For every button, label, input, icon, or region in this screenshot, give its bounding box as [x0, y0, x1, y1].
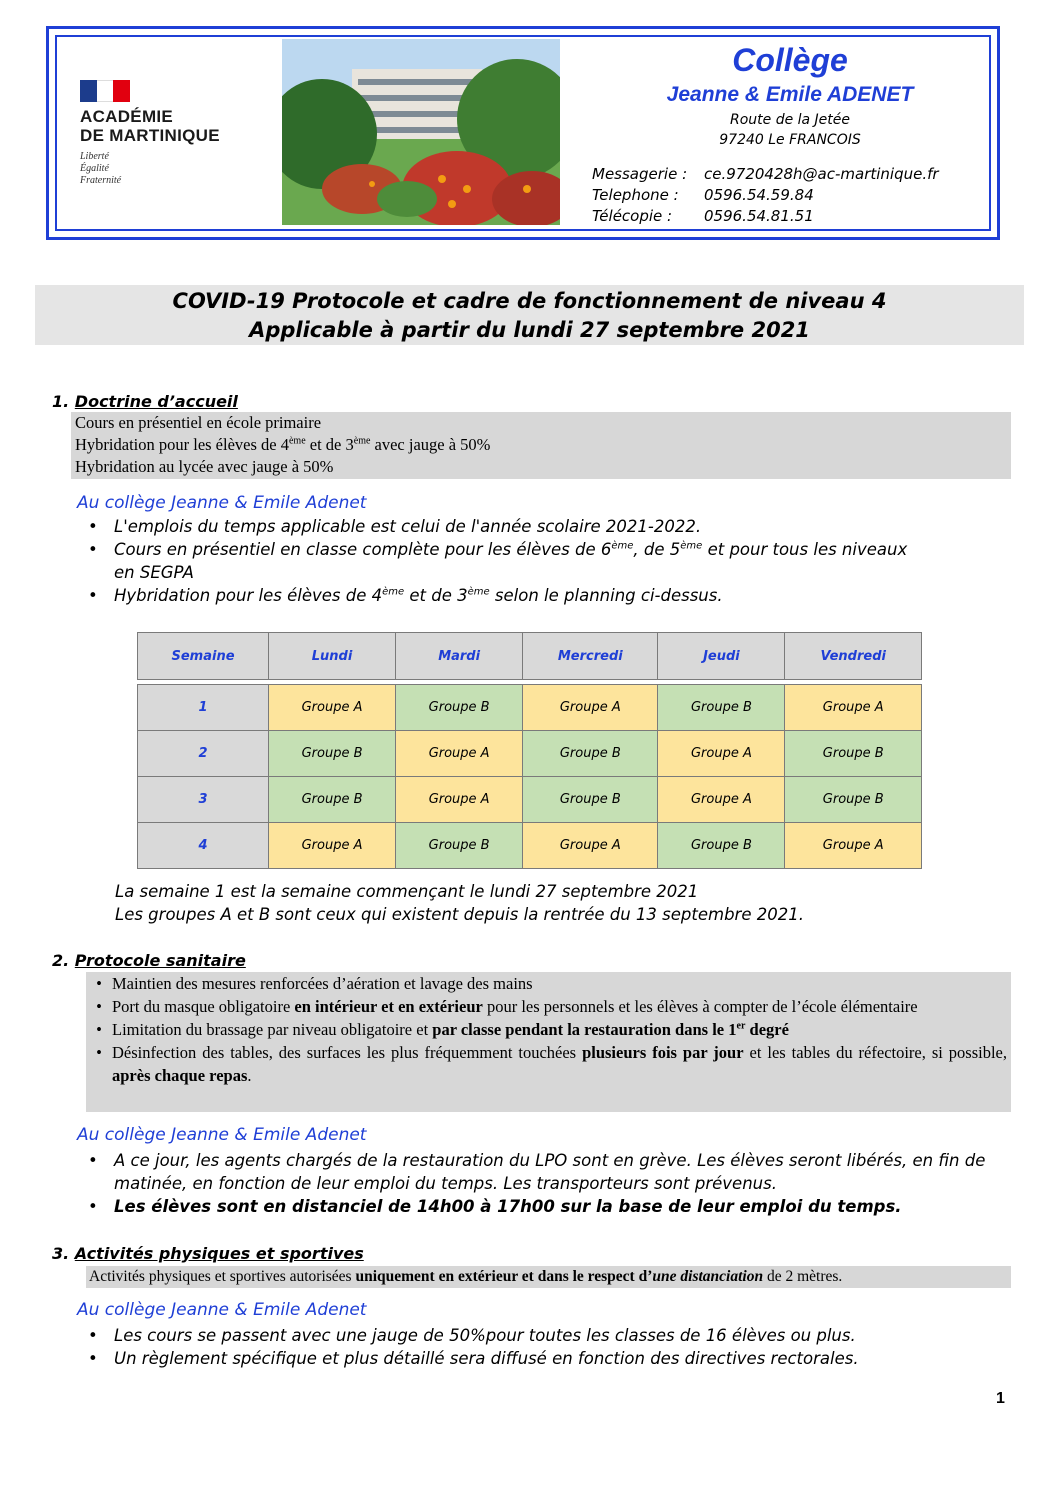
academie-name: ACADÉMIE DE MARTINIQUE — [80, 107, 220, 145]
table-row — [138, 823, 922, 869]
groups-note: Les groupes A et B sont ceux qui existent depuis la rentrée du 13 septembre 2021. — [115, 905, 804, 924]
group-cell: Groupe B — [269, 777, 396, 823]
address-line2: 97240 Le FRANCOIS — [719, 132, 861, 148]
group-cell: Groupe A — [269, 823, 396, 869]
column-header: Semaine — [138, 633, 269, 680]
group-cell: Groupe B — [396, 823, 523, 869]
section-1-title: 1. Doctrine d’accueil — [52, 392, 238, 411]
phone-number: 0596.54.59.84 — [704, 186, 814, 204]
contact-label: Télécopie : — [592, 207, 673, 225]
contact-label: Telephone : — [592, 186, 679, 204]
french-flag-icon — [80, 80, 130, 102]
group-cell: Groupe B — [396, 685, 523, 731]
section-1-bullets: • L'emplois du temps applicable est celui de l'année scolaire 2021-2022. • Cours en présentiel en classe complète pour les élèves de 6ème, de 5ème et pour tous les niveaux en SEGPA • Hybridation pour les élèves de 4ème et de 3ème selon le planning ci-dessus. — [88, 517, 908, 605]
column-header: Mercredi — [523, 633, 658, 680]
week-note: La semaine 1 est la semaine commençant le lundi 27 septembre 2021 — [115, 882, 699, 901]
college-name: Jeanne & Emile ADENET — [666, 83, 914, 106]
college-subtitle: Au collège Jeanne & Emile Adenet — [77, 493, 367, 513]
group-cell: Groupe A — [269, 685, 396, 731]
group-cell: Groupe A — [658, 731, 785, 777]
contact-block — [592, 164, 939, 227]
section-3-title: 3. Activités physiques et sportives — [52, 1244, 364, 1263]
group-cell: Groupe B — [785, 731, 922, 777]
table-row — [138, 685, 922, 731]
week-cell: 1 — [138, 685, 269, 731]
section-3-college-bullets: • Les cours se passent avec une jauge de 50%pour toutes les classes de 16 élèves ou plus. • Un règlement spécifique et plus détaillé sera diffusé en fonction des directives rectorales. — [88, 1326, 859, 1368]
section-2-box: • Maintien des mesures renforcées d’aération et lavage des mains • Port du masque obligatoire en intérieur et en extérieur pour les personnels et les élèves à compter de l’école élémentaire • Limitation du brassage par niveau obligatoire et par classe pendant la restauration dans le 1er degré • Désinfection des tables, des surfaces les plus fréquemment touchées plusieurs fois par jour et les tables du réfectoire, si possible, après chaque repas. — [86, 972, 1011, 1112]
group-cell: Groupe B — [269, 731, 396, 777]
week-cell: 4 — [138, 823, 269, 869]
section-1-box: Cours en présentiel en école primaire Hybridation pour les élèves de 4ème et de 3ème avec jauge à 50% Hybridation au lycée avec jauge à 50% — [71, 412, 1011, 479]
section-2-title: 2. Protocole sanitaire — [52, 951, 246, 970]
table-header-row — [138, 633, 922, 680]
address-line1: Route de la Jetée — [729, 112, 851, 128]
republic-motto: Liberté Égalité Fraternité — [80, 151, 122, 186]
group-cell: Groupe B — [785, 777, 922, 823]
contact-label: Messagerie : — [592, 165, 688, 183]
column-header: Vendredi — [785, 633, 922, 680]
document-title: COVID-19 Protocole et cadre de fonctionnement de niveau 4 Applicable à partir du lundi 27 septembre 2021 — [35, 285, 1024, 345]
group-cell: Groupe B — [523, 777, 658, 823]
column-header: Jeudi — [658, 633, 785, 680]
column-header: Lundi — [269, 633, 396, 680]
week-cell: 3 — [138, 777, 269, 823]
week-cell: 2 — [138, 731, 269, 777]
school-building-photo — [282, 39, 560, 225]
group-cell: Groupe A — [396, 731, 523, 777]
group-cell: Groupe A — [785, 823, 922, 869]
college-subtitle: Au collège Jeanne & Emile Adenet — [77, 1125, 367, 1145]
group-cell: Groupe B — [658, 685, 785, 731]
college-subtitle: Au collège Jeanne & Emile Adenet — [77, 1300, 367, 1320]
group-cell: Groupe A — [785, 685, 922, 731]
group-cell: Groupe A — [658, 777, 785, 823]
group-cell: Groupe B — [523, 731, 658, 777]
table-row — [138, 731, 922, 777]
group-cell: Groupe B — [658, 823, 785, 869]
group-cell: Groupe A — [396, 777, 523, 823]
group-cell: Groupe A — [523, 685, 658, 731]
table-row — [138, 777, 922, 823]
section-3-box: Activités physiques et sportives autorisées uniquement en extérieur et dans le respect d’une distanciation de 2 mètres. — [86, 1266, 1011, 1288]
fax-number: 0596.54.81.51 — [704, 207, 814, 225]
email-link[interactable]: ce.9720428h@ac-martinique.fr — [704, 165, 939, 183]
academie-logo — [80, 80, 260, 200]
page-number: 1 — [996, 1390, 1005, 1407]
college-identity — [590, 40, 990, 150]
section-2-college-bullets: • A ce jour, les agents chargés de la restauration du LPO sont en grève. Les élèves seront libérés, en fin de matinée, en fonction de leur emploi du temps. Les transporteurs sont prévenus. • Les élèves sont en distanciel de 14h00 à 17h00 sur la base de leur emploi du temps. — [88, 1151, 986, 1216]
schedule-table — [137, 632, 922, 869]
college-title: Collège — [732, 42, 848, 78]
group-cell: Groupe A — [523, 823, 658, 869]
column-header: Mardi — [396, 633, 523, 680]
